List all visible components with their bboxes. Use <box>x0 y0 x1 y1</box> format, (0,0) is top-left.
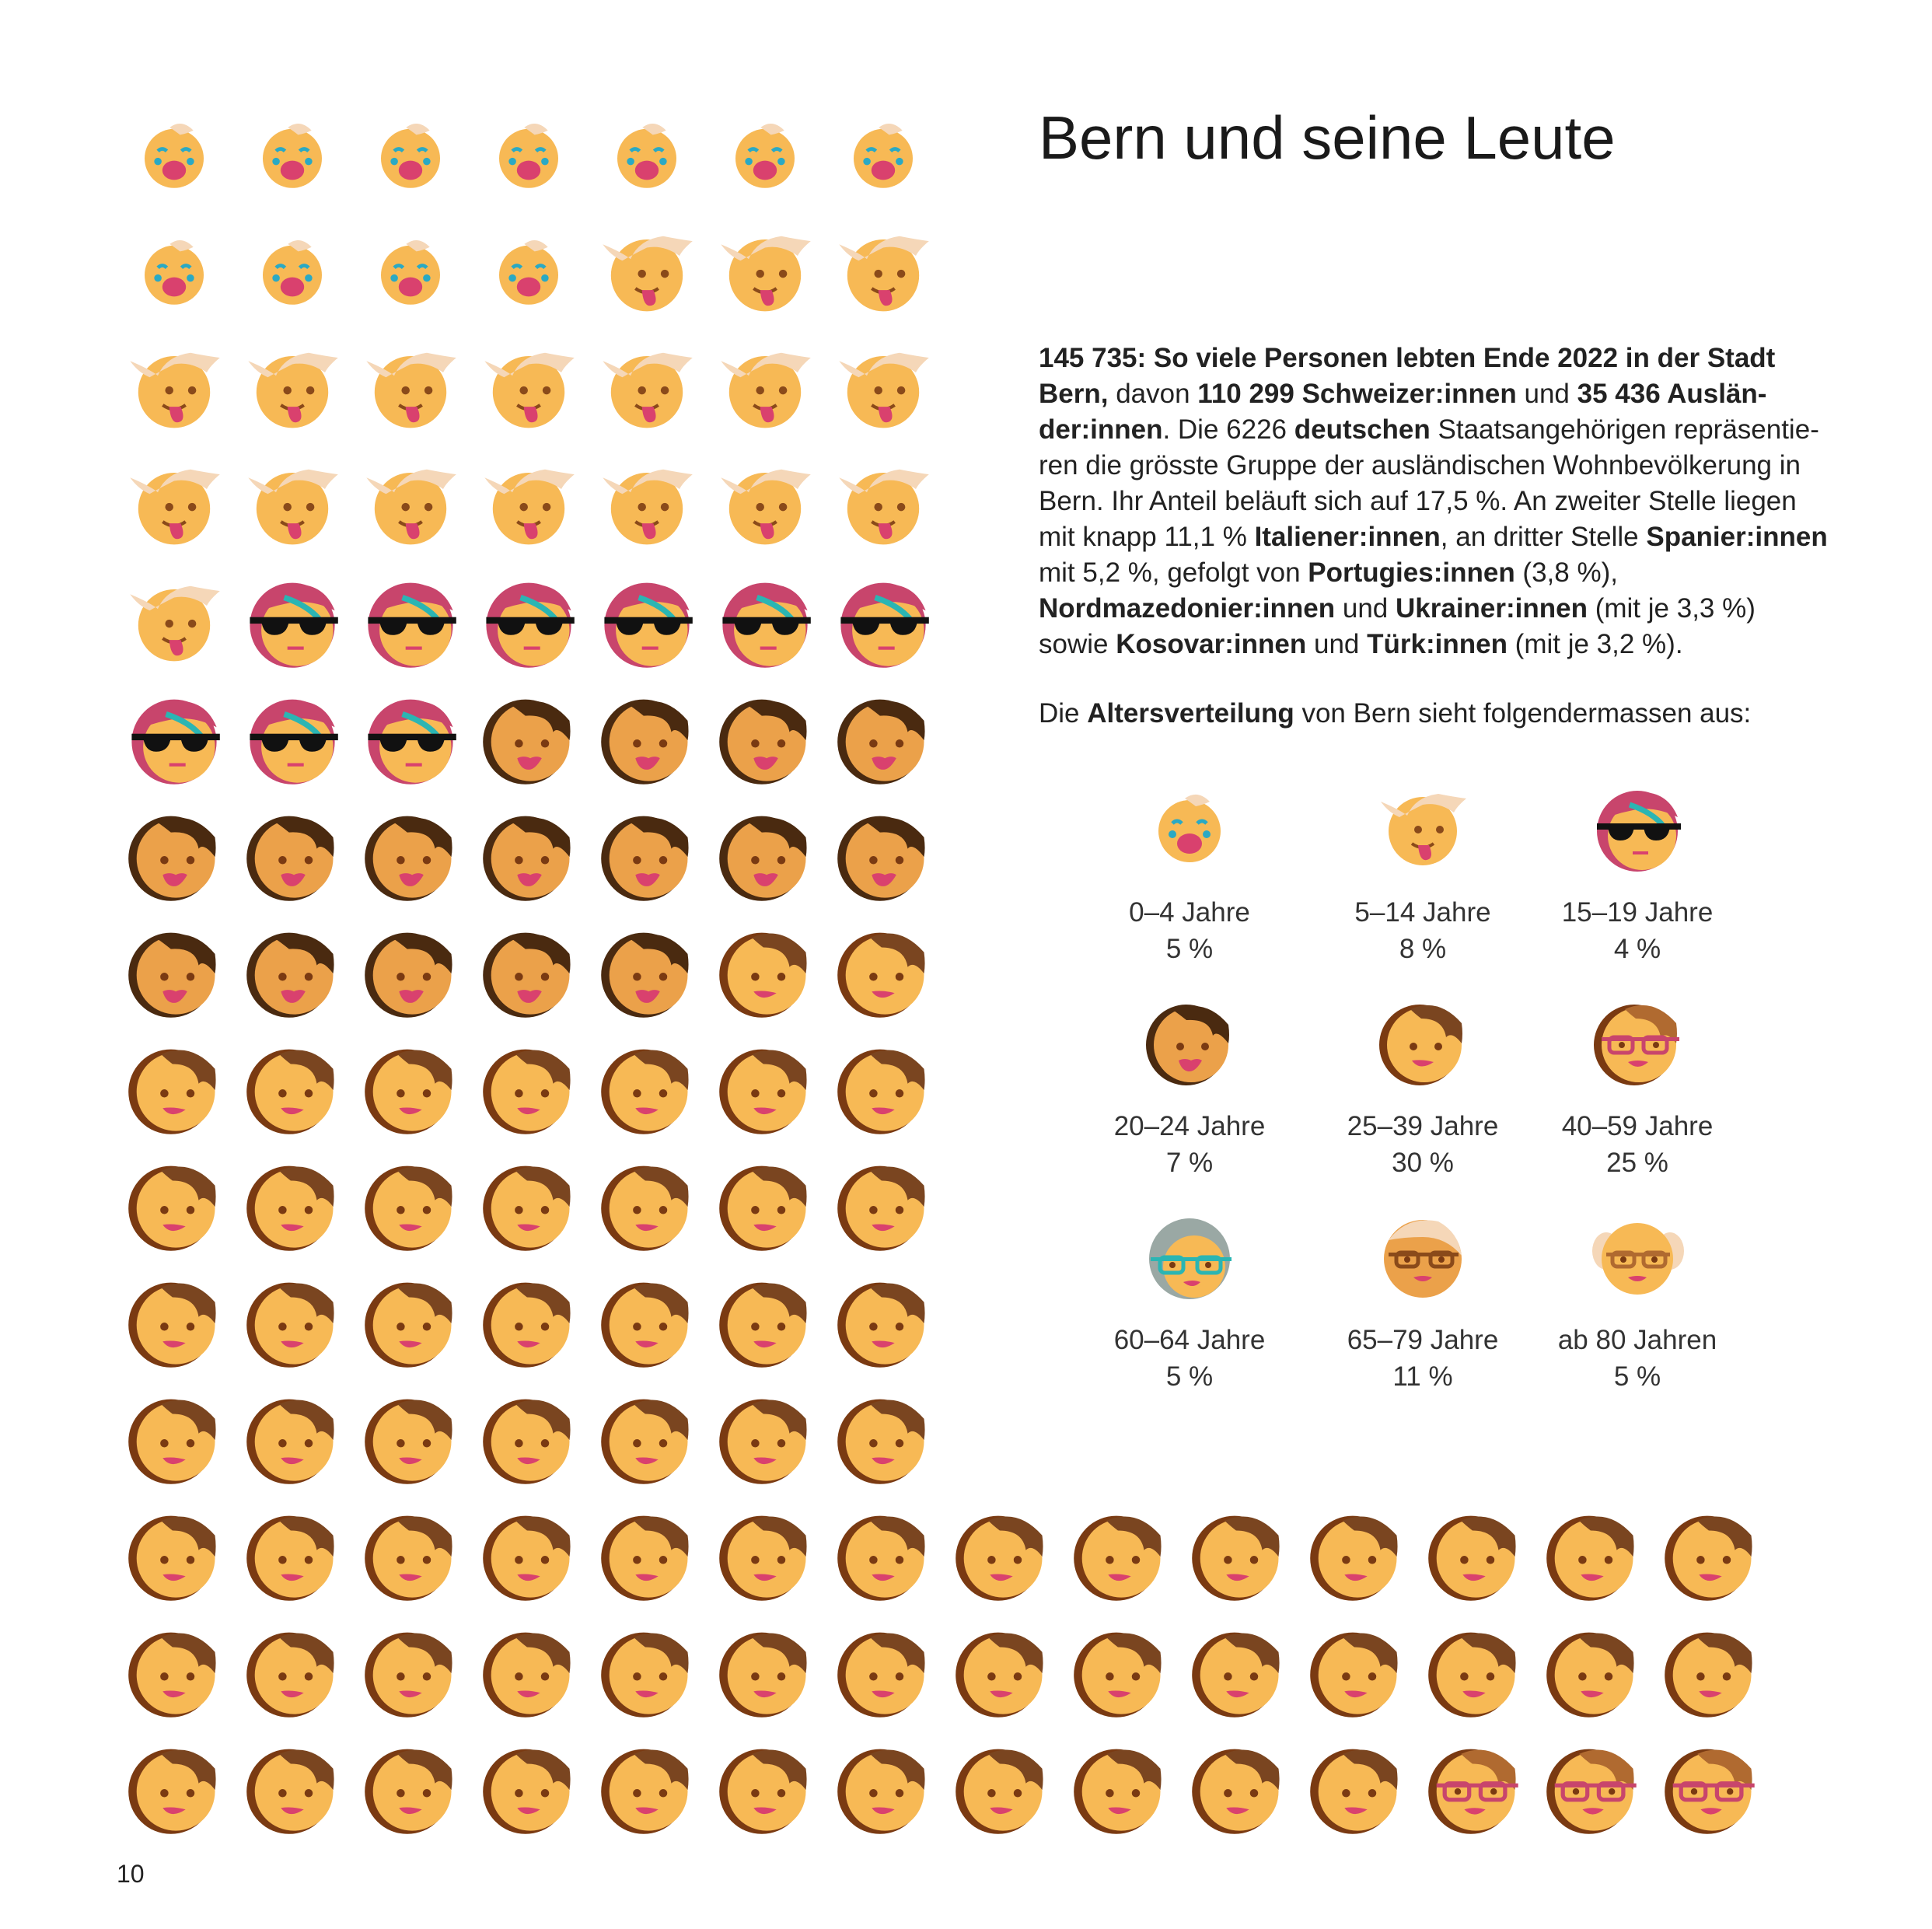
child-tongue-icon <box>130 586 219 662</box>
adult-brown-hair-icon <box>1074 1516 1161 1601</box>
intro-paragraph <box>1039 341 1832 662</box>
intro-segment: . Die 6226 <box>1162 414 1294 445</box>
adult-brown-hair-icon <box>1074 1749 1161 1834</box>
young-adult-dark-hair-icon <box>246 816 334 901</box>
adult-brown-hair-icon <box>246 1516 334 1601</box>
adult-brown-hair-icon <box>246 1633 334 1718</box>
legend-item <box>1521 778 1754 967</box>
intro-segment: Ukrainer:innen <box>1396 593 1588 624</box>
intro-segment: Italiener:innen <box>1254 522 1441 552</box>
child-tongue-icon <box>484 470 575 545</box>
intro-segment: und <box>1335 593 1396 624</box>
adult-brown-hair-icon <box>246 1400 334 1484</box>
young-adult-dark-hair-icon <box>601 816 688 901</box>
child-tongue-icon <box>839 470 929 545</box>
adult-brown-hair-icon <box>246 1050 334 1134</box>
adult-brown-hair-icon <box>1665 1516 1752 1601</box>
adult-brown-hair-icon <box>719 1400 806 1484</box>
adult-brown-hair-icon <box>128 1166 215 1251</box>
intro-text <box>1039 341 1832 662</box>
young-adult-dark-hair-icon <box>483 816 570 901</box>
adult-brown-hair-icon <box>601 1050 688 1134</box>
legend-item <box>1073 991 1306 1181</box>
adult-brown-hair-icon <box>837 1283 924 1368</box>
adult-brown-hair-icon <box>719 933 806 1018</box>
teen-sunglasses-icon <box>368 583 456 668</box>
legend-label: 20–24 Jahre <box>1113 1111 1266 1141</box>
teen-sunglasses-icon <box>131 700 219 785</box>
adult-brown-hair-icon <box>1428 1633 1515 1718</box>
child-tongue-icon <box>721 353 811 428</box>
adult-brown-hair-icon <box>837 1633 924 1718</box>
young-adult-dark-hair-icon <box>719 700 806 785</box>
adult-brown-hair-icon <box>837 933 924 1018</box>
page-number: 10 <box>117 1860 145 1888</box>
adult-brown-hair-icon <box>1310 1633 1397 1718</box>
adult-brown-hair-icon <box>483 1516 570 1601</box>
legend-value: 5 % <box>1613 1361 1661 1392</box>
child-tongue-icon <box>248 353 338 428</box>
adult-brown-hair-icon <box>483 1283 570 1368</box>
child-tongue-icon <box>839 353 929 428</box>
intro-segment: 110 299 Schweizer:innen <box>1197 379 1517 409</box>
legend-value: 11 % <box>1392 1361 1453 1392</box>
intro-segment: und <box>1306 629 1368 659</box>
legend-value: 5 % <box>1165 934 1214 964</box>
baby-crying-icon <box>263 240 322 305</box>
intro-segment: und <box>1516 379 1577 409</box>
adult-brown-hair-icon <box>365 1749 452 1834</box>
young-adult-dark-hair-icon <box>128 816 215 901</box>
young-adult-dark-hair-icon <box>837 816 924 901</box>
adult-brown-hair-icon <box>128 1400 215 1484</box>
adult-brown-hair-icon <box>1372 991 1473 1092</box>
child-tongue-icon <box>248 470 338 545</box>
senior-light-hair-glasses-icon <box>1372 1205 1473 1306</box>
young-adult-dark-hair-icon <box>365 933 452 1018</box>
adult-brown-hair-icon <box>601 1749 688 1834</box>
adult-brown-hair-icon <box>1192 1516 1279 1601</box>
adult-brown-hair-icon <box>483 1400 570 1484</box>
elderly-bald-glasses-icon <box>1587 1205 1688 1306</box>
young-adult-dark-hair-icon <box>1139 991 1240 1092</box>
intro-segment: , an dritter Stelle <box>1440 522 1647 552</box>
baby-crying-icon <box>499 240 558 305</box>
age-lead-text <box>1039 696 1832 732</box>
legend-label: 65–79 Jahre <box>1347 1325 1499 1355</box>
adult-brown-hair-icon <box>719 1166 806 1251</box>
baby-crying-icon <box>1139 778 1240 879</box>
adult-brown-hair-icon <box>128 1749 215 1834</box>
adult-brown-hair-icon <box>128 1516 215 1601</box>
teen-sunglasses-icon <box>604 583 692 668</box>
intro-segment: Staatsangehörigen repräsentieren die grösste Gruppe der ausländischen Wohnbevölkerung in Bern. Ihr Anteil beläuft sich auf 17,5 %. An zweiter Stelle liegen mit knapp 11,1 % <box>1039 414 1819 552</box>
baby-crying-icon <box>854 124 913 188</box>
baby-crying-icon <box>617 124 676 188</box>
legend-item <box>1306 1205 1539 1395</box>
intro-segment: 35 436 Ausländer:innen <box>1039 379 1767 445</box>
adult-brown-hair-icon <box>1665 1633 1752 1718</box>
intro-segment: (mit je 3,2 %). <box>1507 629 1683 659</box>
adult-brown-hair-icon <box>365 1283 452 1368</box>
legend-label: 25–39 Jahre <box>1347 1111 1499 1141</box>
page-title: Bern und seine Leute <box>1039 103 1616 172</box>
child-tongue-icon <box>130 353 219 428</box>
adult-brown-hair-icon <box>1546 1633 1633 1718</box>
adult-brown-hair-icon <box>1546 1516 1633 1601</box>
teen-sunglasses-icon <box>368 700 456 785</box>
young-adult-dark-hair-icon <box>483 700 570 785</box>
intro-segment: mit 5,2 %, gefolgt von <box>1039 557 1308 588</box>
adult-brown-hair-icon <box>365 1516 452 1601</box>
intro-segment: deutschen <box>1294 414 1431 445</box>
adult-glasses-icon <box>1428 1749 1518 1834</box>
legend-value: 7 % <box>1165 1148 1214 1178</box>
adult-brown-hair-icon <box>483 1633 570 1718</box>
adult-brown-hair-icon <box>719 1749 806 1834</box>
young-adult-dark-hair-icon <box>719 816 806 901</box>
adult-brown-hair-icon <box>1192 1633 1279 1718</box>
young-adult-dark-hair-icon <box>128 933 215 1018</box>
adult-brown-hair-icon <box>365 1166 452 1251</box>
intro-segment: Kosovar:innen <box>1116 629 1307 659</box>
baby-crying-icon <box>381 240 440 305</box>
legend-label: 60–64 Jahre <box>1113 1325 1266 1355</box>
adult-brown-hair-icon <box>719 1050 806 1134</box>
intro-segment: Nordmazedonier:innen <box>1039 593 1336 624</box>
intro-segment: davon <box>1108 379 1198 409</box>
adult-glasses-icon <box>1546 1749 1637 1834</box>
child-tongue-icon <box>839 236 929 312</box>
adult-brown-hair-icon <box>719 1633 806 1718</box>
adult-brown-hair-icon <box>246 1166 334 1251</box>
legend-label: 0–4 Jahre <box>1129 897 1250 928</box>
adult-brown-hair-icon <box>365 1633 452 1718</box>
baby-crying-icon <box>263 124 322 188</box>
adult-brown-hair-icon <box>365 1050 452 1134</box>
legend-item <box>1521 991 1754 1181</box>
legend-value: 5 % <box>1165 1361 1214 1392</box>
adult-brown-hair-icon <box>1428 1516 1515 1601</box>
child-tongue-icon <box>721 236 811 312</box>
young-adult-dark-hair-icon <box>483 933 570 1018</box>
child-tongue-icon <box>603 353 693 428</box>
adult-brown-hair-icon <box>128 1283 215 1368</box>
legend-item <box>1306 991 1539 1181</box>
adult-brown-hair-icon <box>1310 1749 1397 1834</box>
teen-sunglasses-icon <box>486 583 574 668</box>
adult-brown-hair-icon <box>956 1749 1043 1834</box>
adult-brown-hair-icon <box>719 1283 806 1368</box>
lead-bold: Altersverteilung <box>1087 698 1294 729</box>
senior-grey-hair-icon <box>1139 1205 1240 1306</box>
young-adult-dark-hair-icon <box>837 700 924 785</box>
teen-sunglasses-icon <box>250 700 337 785</box>
young-adult-dark-hair-icon <box>246 933 334 1018</box>
legend-value: 4 % <box>1613 934 1661 964</box>
adult-brown-hair-icon <box>837 1050 924 1134</box>
intro-segment: (mit je 3,3 %) sowie <box>1039 593 1756 659</box>
teen-sunglasses-icon <box>250 583 337 668</box>
adult-brown-hair-icon <box>483 1749 570 1834</box>
intro-segment: Portugies:innen <box>1308 557 1515 588</box>
adult-brown-hair-icon <box>837 1400 924 1484</box>
child-tongue-icon <box>721 470 811 545</box>
adult-brown-hair-icon <box>837 1166 924 1251</box>
baby-crying-icon <box>735 124 795 188</box>
adult-glasses-icon <box>1587 991 1688 1092</box>
legend-item <box>1306 778 1539 967</box>
adult-brown-hair-icon <box>246 1283 334 1368</box>
legend-item <box>1073 1205 1306 1395</box>
baby-crying-icon <box>381 124 440 188</box>
legend-label: 40–59 Jahre <box>1561 1111 1714 1141</box>
adult-brown-hair-icon <box>483 1050 570 1134</box>
legend-label: 15–19 Jahre <box>1561 897 1714 928</box>
adult-brown-hair-icon <box>483 1166 570 1251</box>
intro-segment: (3,8 %), <box>1515 557 1618 588</box>
intro-segment: Türk:innen <box>1367 629 1508 659</box>
child-tongue-icon <box>366 470 456 545</box>
adult-brown-hair-icon <box>719 1516 806 1601</box>
adult-brown-hair-icon <box>837 1749 924 1834</box>
adult-brown-hair-icon <box>956 1516 1043 1601</box>
child-tongue-icon <box>130 470 219 545</box>
child-tongue-icon <box>603 236 693 312</box>
adult-brown-hair-icon <box>128 1633 215 1718</box>
lead-post: von Bern sieht folgendermassen aus: <box>1294 698 1752 729</box>
adult-brown-hair-icon <box>601 1400 688 1484</box>
teen-sunglasses-icon <box>1587 778 1688 879</box>
young-adult-dark-hair-icon <box>601 700 688 785</box>
adult-brown-hair-icon <box>1310 1516 1397 1601</box>
young-adult-dark-hair-icon <box>365 816 452 901</box>
legend-item <box>1073 778 1306 967</box>
young-adult-dark-hair-icon <box>601 933 688 1018</box>
baby-crying-icon <box>499 124 558 188</box>
baby-crying-icon <box>145 124 204 188</box>
intro-segment: 145 735: So viele Personen lebten Ende 2022 in der Stadt Bern, <box>1039 343 1776 409</box>
baby-crying-icon <box>145 240 204 305</box>
legend-item <box>1521 1205 1754 1395</box>
adult-brown-hair-icon <box>128 1050 215 1134</box>
child-tongue-icon <box>484 353 575 428</box>
teen-sunglasses-icon <box>840 583 928 668</box>
adult-brown-hair-icon <box>246 1749 334 1834</box>
adult-brown-hair-icon <box>1074 1633 1161 1718</box>
adult-brown-hair-icon <box>1192 1749 1279 1834</box>
teen-sunglasses-icon <box>722 583 810 668</box>
adult-brown-hair-icon <box>956 1633 1043 1718</box>
adult-brown-hair-icon <box>601 1166 688 1251</box>
lead-pre: Die <box>1039 698 1088 729</box>
legend-value: 8 % <box>1399 934 1447 964</box>
child-tongue-icon <box>366 353 456 428</box>
legend-label: ab 80 Jahren <box>1557 1325 1717 1355</box>
legend-value: 25 % <box>1606 1148 1668 1178</box>
legend-value: 30 % <box>1392 1148 1454 1178</box>
legend-label: 5–14 Jahre <box>1354 897 1491 928</box>
adult-brown-hair-icon <box>601 1283 688 1368</box>
child-tongue-icon <box>1372 778 1473 879</box>
adult-brown-hair-icon <box>837 1516 924 1601</box>
adult-brown-hair-icon <box>601 1516 688 1601</box>
intro-segment: Spanier:innen <box>1646 522 1828 552</box>
adult-brown-hair-icon <box>601 1633 688 1718</box>
adult-brown-hair-icon <box>365 1400 452 1484</box>
child-tongue-icon <box>603 470 693 545</box>
adult-glasses-icon <box>1665 1749 1755 1834</box>
